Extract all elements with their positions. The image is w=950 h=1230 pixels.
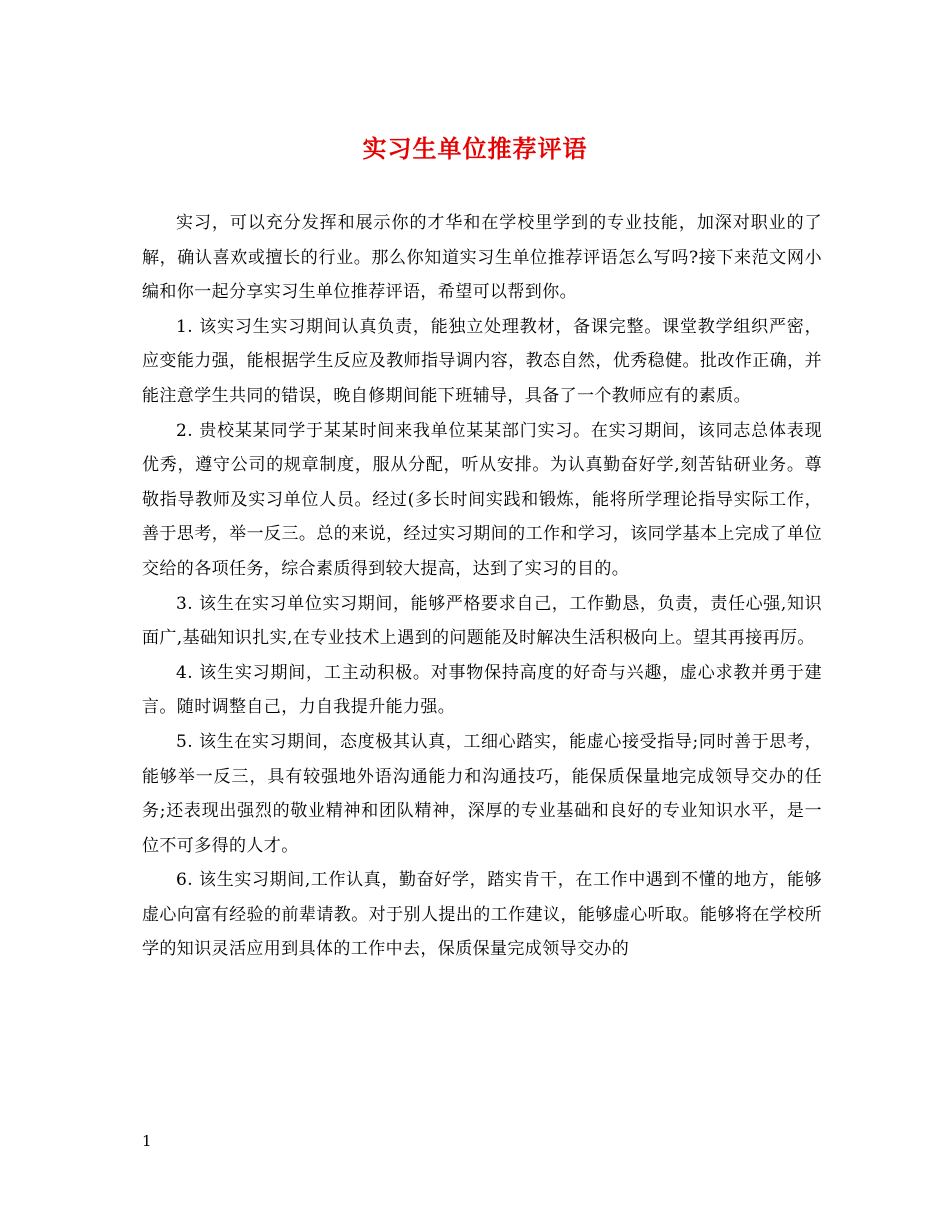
document-title: 实习生单位推荐评语 xyxy=(362,134,588,163)
document-body xyxy=(142,206,822,967)
list-item: 3. 该生在实习单位实习期间，能够严格要求自己，工作勤恳，负责，责任心强,知识面广,基础知识扎实,在专业技术上遇到的问题能及时解决生活积极向上。望其再接再厉。 xyxy=(142,593,822,649)
list-item: 2. 贵校某某同学于某某时间来我单位某某部门实习。在实习期间，该同志总体表现优秀，遵守公司的规章制度，服从分配，听从安排。为认真勤奋好学,刻苦钻研业务。尊敬指导教师及实习单位人员。经过(多长时间实践和锻炼，能将所学理论指导实际工作，善于思考，举一反三。总的来说，经过实习期间的工作和学习，该同学基本上完成了单位交给的各项任务，综合素质得到较大提高，达到了实习的目的。 xyxy=(142,420,822,579)
intro-paragraph: 实习，可以充分发挥和展示你的才华和在学校里学到的专业技能，加深对职业的了解，确认喜欢或擅长的行业。那么你知道实习生单位推荐评语怎么写吗?接下来范文网小编和你一起分享实习生单位推荐评语，希望可以帮到你。 xyxy=(142,213,822,303)
list-item: 4. 该生实习期间，工主动积极。对事物保持高度的好奇与兴趣，虚心求教并勇于建言。随时调整自己，力自我提升能力强。 xyxy=(142,662,822,718)
list-item: 6. 该生实习期间,工作认真，勤奋好学，踏实肯干，在工作中遇到不懂的地方，能够虚心向富有经验的前辈请教。对于别人提出的工作建议，能够虚心听取。能够将在学校所学的知识灵活应用到具体的工作中去，保质保量完成领导交办的 xyxy=(142,870,822,960)
list-item: 5. 该生在实习期间，态度极其认真，工细心踏实，能虚心接受指导;同时善于思考，能够举一反三，具有较强地外语沟通能力和沟通技巧，能保质保量地完成领导交办的任务;还表现出强烈的敬业精神和团队精神，深厚的专业基础和良好的专业知识水平，是一位不可多得的人才。 xyxy=(142,731,822,856)
page-number: 1 xyxy=(142,1132,152,1150)
list-item: 1. 该实习生实习期间认真负责，能独立处理教材，备课完整。课堂教学组织严密，应变能力强，能根据学生反应及教师指导调内容，教态自然，优秀稳健。批改作正确，并能注意学生共同的错误，晚自修期间能下班辅导，具备了一个教师应有的素质。 xyxy=(142,316,822,406)
